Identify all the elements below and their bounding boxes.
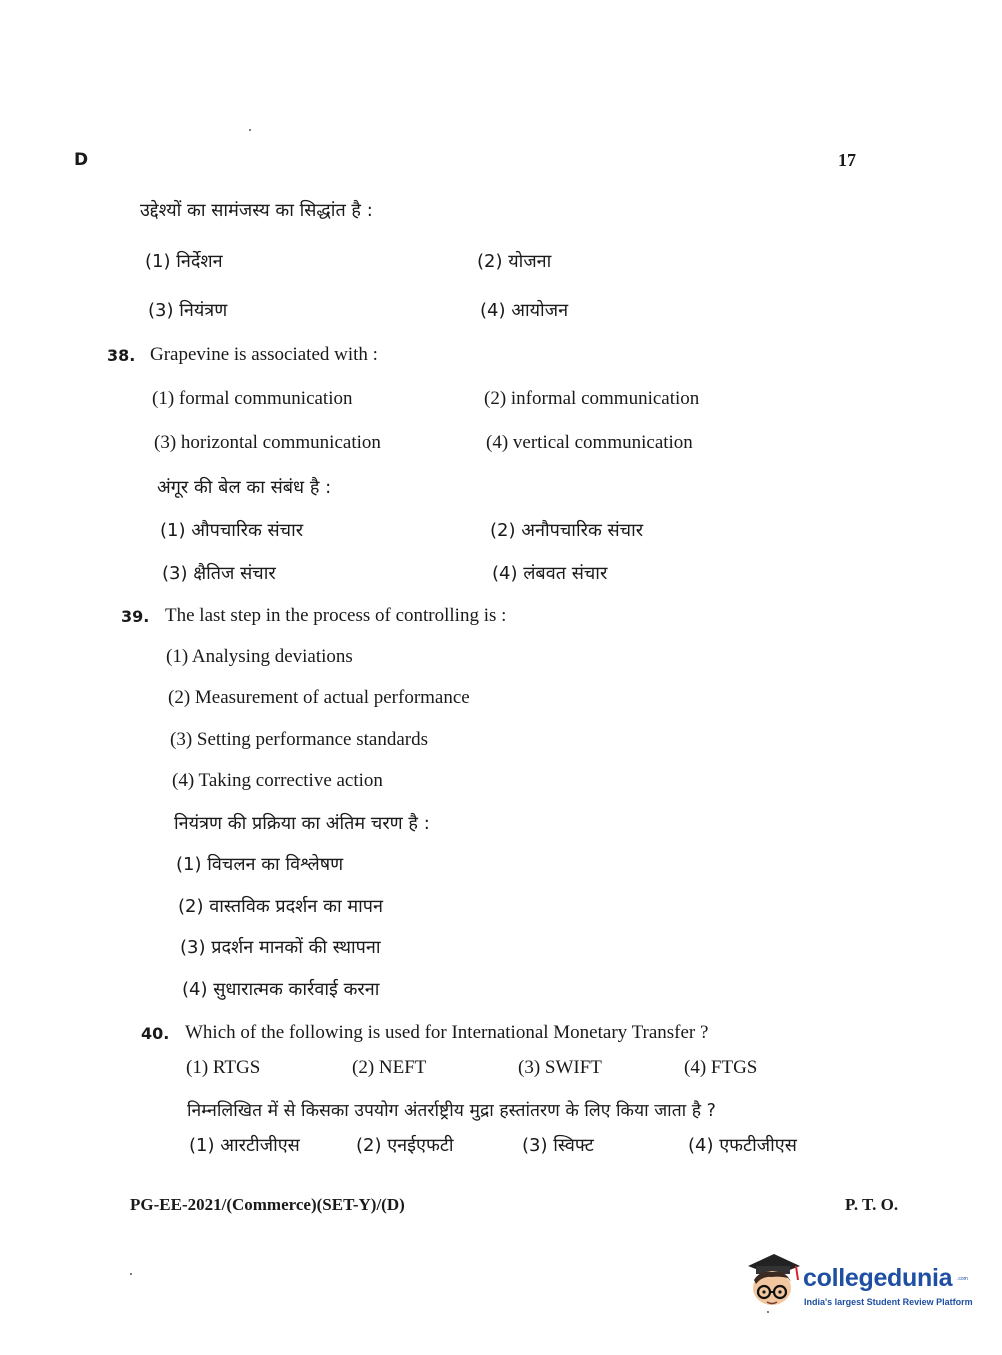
q40-option-4: (4) FTGS — [684, 1057, 758, 1078]
q40-number: 40. — [141, 1024, 170, 1043]
q39-number: 39. — [121, 607, 150, 626]
q38-question: Grapevine is associated with : — [150, 344, 378, 365]
mascot-icon — [742, 1246, 802, 1310]
q40-option-3-hindi: (3) स्विफ्ट — [522, 1135, 594, 1156]
q40-option-3: (3) SWIFT — [518, 1057, 602, 1078]
q39-option-2-hindi: (2) वास्तविक प्रदर्शन का मापन — [178, 896, 383, 917]
paper-code: PG-EE-2021/(Commerce)(SET-Y)/(D) — [130, 1195, 405, 1214]
q39-option-1-hindi: (1) विचलन का विश्लेषण — [176, 854, 344, 875]
collegedunia-logo — [742, 1246, 972, 1314]
q38-number: 38. — [107, 346, 136, 365]
q39-option-3: (3) Setting performance standards — [170, 729, 428, 750]
q38-option-2: (2) informal communication — [484, 388, 700, 409]
page-number: 17 — [838, 150, 856, 170]
q40-option-2-hindi: (2) एनईएफटी — [356, 1135, 454, 1156]
q40-option-4-hindi: (4) एफटीजीएस — [688, 1135, 797, 1156]
q37-question-hindi: उद्देश्यों का सामंजस्य का सिद्धांत है : — [140, 200, 373, 221]
q39-option-1: (1) Analysing deviations — [166, 646, 353, 667]
q39-option-3-hindi: (3) प्रदर्शन मानकों की स्थापना — [180, 937, 381, 958]
q39-question-hindi: नियंत्रण की प्रक्रिया का अंतिम चरण है : — [174, 813, 430, 834]
q40-option-1-hindi: (1) आरटीजीएस — [189, 1135, 300, 1156]
q38-option-1-hindi: (1) औपचारिक संचार — [160, 520, 304, 541]
q39-question: The last step in the process of controlling is : — [165, 605, 507, 626]
q40-option-2: (2) NEFT — [352, 1057, 427, 1078]
q40-question-hindi: निम्नलिखित में से किसका उपयोग अंतर्राष्ट्रीय मुद्रा हस्तांतरण के लिए किया जाता है ? — [187, 1101, 716, 1121]
q39-option-2: (2) Measurement of actual performance — [168, 687, 470, 708]
q37-option-1: (1) निर्देशन — [145, 251, 223, 272]
q37-option-4: (4) आयोजन — [480, 300, 569, 321]
q40-question: Which of the following is used for International Monetary Transfer ? — [185, 1022, 709, 1043]
q38-option-3: (3) horizontal communication — [154, 432, 381, 453]
brand-tagline: India's largest Student Review Platform — [804, 1297, 973, 1307]
q38-option-4-hindi: (4) लंबवत संचार — [492, 563, 608, 584]
set-letter: D — [74, 150, 89, 170]
brand-dot-com: .com — [957, 1276, 968, 1282]
q38-option-3-hindi: (3) क्षैतिज संचार — [162, 563, 276, 584]
brand-name: collegedunia — [803, 1264, 953, 1292]
q38-option-2-hindi: (2) अनौपचारिक संचार — [490, 520, 644, 541]
q37-option-3: (3) नियंत्रण — [148, 300, 228, 321]
q38-option-4: (4) vertical communication — [486, 432, 693, 453]
q38-option-1: (1) formal communication — [152, 388, 353, 409]
q39-option-4: (4) Taking corrective action — [172, 770, 383, 791]
q39-option-4-hindi: (4) सुधारात्मक कार्रवाई करना — [182, 979, 380, 1000]
q40-option-1: (1) RTGS — [186, 1057, 261, 1078]
scan-speck — [130, 1273, 132, 1275]
q37-option-2: (2) योजना — [477, 251, 552, 272]
scan-speck — [249, 129, 251, 131]
q38-question-hindi: अंगूर की बेल का संबंध है : — [157, 477, 332, 498]
pto-label: P. T. O. — [845, 1195, 899, 1214]
